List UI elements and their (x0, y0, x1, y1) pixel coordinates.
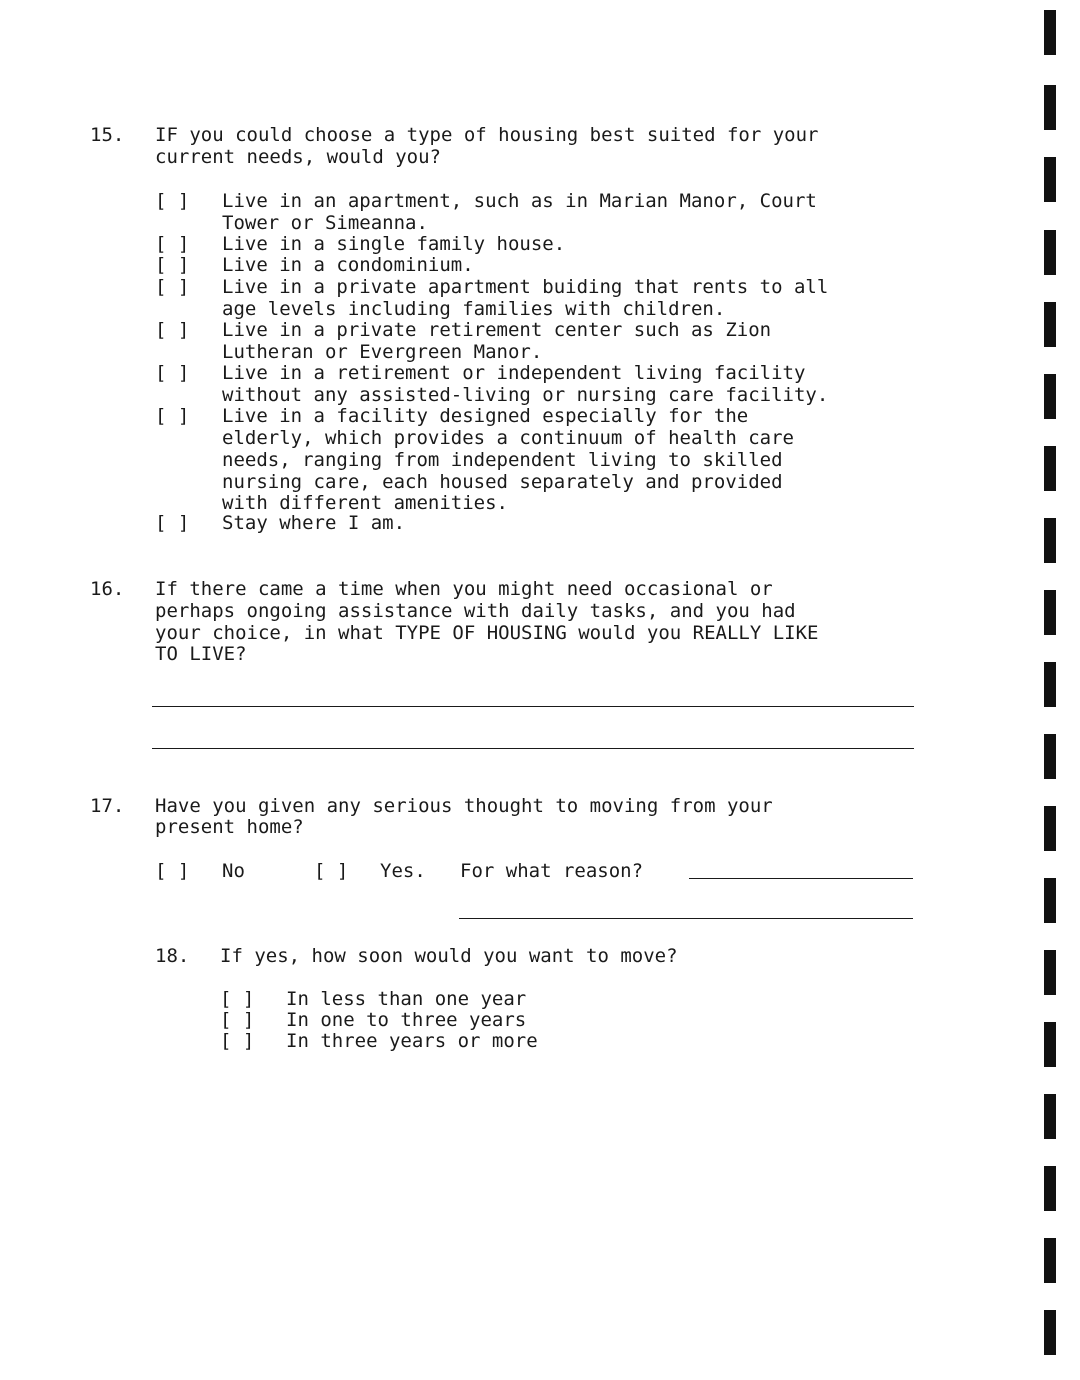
q15-option-2-label: Live in a single family house. (222, 233, 566, 255)
q15-option-7-label-line-2: elderly, which provides a continuum of health care (222, 427, 794, 449)
q15-option-7-label-line-1: Live in a facility designed especially for the (222, 405, 749, 427)
q15-option-4-label-line-2: age levels including families with children. (222, 298, 726, 320)
scan-mark (1044, 302, 1056, 347)
scan-mark (1044, 878, 1056, 923)
scan-mark (1044, 230, 1056, 275)
q17-yes-checkbox[interactable]: [ ] (314, 860, 349, 882)
scan-mark (1044, 662, 1056, 707)
q18-option-1-checkbox[interactable]: [ ] (220, 988, 255, 1010)
scan-mark (1044, 734, 1056, 779)
scan-mark (1044, 374, 1056, 419)
scan-mark (1044, 806, 1056, 851)
q18-option-3-checkbox[interactable]: [ ] (220, 1030, 255, 1052)
scan-mark (1044, 157, 1056, 202)
q15-option-8-label: Stay where I am. (222, 512, 406, 534)
q15-option-6-label-line-1: Live in a retirement or independent living facility (222, 362, 806, 384)
q15-option-1-checkbox[interactable]: [ ] (155, 190, 190, 212)
scan-mark (1044, 950, 1056, 995)
scan-mark (1044, 10, 1056, 55)
q15-option-7-checkbox[interactable]: [ ] (155, 405, 190, 427)
q18-option-2-label: In one to three years (286, 1009, 527, 1031)
question-17-number: 17. (90, 795, 125, 817)
scan-mark (1044, 1310, 1056, 1355)
q17-reason-line-2[interactable] (459, 918, 913, 919)
question-18-number: 18. (155, 945, 190, 967)
q16-answer-line-2[interactable] (152, 748, 914, 749)
q15-option-7-label-line-4: nursing care, each housed separately and provided (222, 471, 783, 493)
question-17-text-line-2: present home? (155, 816, 304, 838)
q17-no-label: No (222, 860, 245, 882)
scan-mark (1044, 1022, 1056, 1067)
question-15-text-line-2: current needs, would you? (155, 146, 441, 168)
question-18-text: If yes, how soon would you want to move? (220, 945, 678, 967)
question-16-text-line-2: perhaps ongoing assistance with daily tasks, and you had (155, 600, 796, 622)
question-16-number: 16. (90, 578, 125, 600)
question-16-text-line-4: TO LIVE? (155, 643, 247, 665)
q15-option-5-label-line-2: Lutheran or Evergreen Manor. (222, 341, 543, 363)
scan-mark (1044, 446, 1056, 491)
q15-option-3-label: Live in a condominium. (222, 254, 474, 276)
q15-option-4-label-line-1: Live in a private apartment buiding that rents to all (222, 276, 829, 298)
q15-option-6-label-line-2: without any assisted-living or nursing care facility. (222, 384, 829, 406)
q15-option-8-checkbox[interactable]: [ ] (155, 512, 190, 534)
scan-mark (1044, 1166, 1056, 1211)
q18-option-2-checkbox[interactable]: [ ] (220, 1009, 255, 1031)
question-16-text-line-3: your choice, in what TYPE OF HOUSING would you REALLY LIKE (155, 622, 819, 644)
scan-mark (1044, 1238, 1056, 1283)
question-17-text-line-1: Have you given any serious thought to moving from your (155, 795, 773, 817)
scan-mark (1044, 590, 1056, 635)
question-15-number: 15. (90, 124, 125, 146)
q15-option-1-label-line-2: Tower or Simeanna. (222, 212, 428, 234)
q17-reason-line-1[interactable] (689, 878, 913, 879)
question-16-text-line-1: If there came a time when you might need occasional or (155, 578, 773, 600)
q15-option-5-label-line-1: Live in a private retirement center such as Zion (222, 319, 772, 341)
scan-mark (1044, 1094, 1056, 1139)
q18-option-1-label: In less than one year (286, 988, 527, 1010)
q17-yes-label: Yes. (380, 860, 426, 882)
q16-answer-line-1[interactable] (152, 706, 914, 707)
q15-option-3-checkbox[interactable]: [ ] (155, 254, 190, 276)
q15-option-7-label-line-3: needs, ranging from independent living to skilled (222, 449, 783, 471)
q17-no-checkbox[interactable]: [ ] (155, 860, 190, 882)
scan-mark (1044, 85, 1056, 130)
q15-option-4-checkbox[interactable]: [ ] (155, 276, 190, 298)
q15-option-2-checkbox[interactable]: [ ] (155, 233, 190, 255)
q15-option-5-checkbox[interactable]: [ ] (155, 319, 190, 341)
q15-option-1-label-line-1: Live in an apartment, such as in Marian Manor, Court (222, 190, 817, 212)
q15-option-6-checkbox[interactable]: [ ] (155, 362, 190, 384)
question-15-text-line-1: IF you could choose a type of housing best suited for your (155, 124, 819, 146)
scan-mark (1044, 518, 1056, 563)
q18-option-3-label: In three years or more (286, 1030, 538, 1052)
q17-reason-label: For what reason? (460, 860, 644, 882)
q15-option-7-label-line-5: with different amenities. (222, 492, 508, 514)
